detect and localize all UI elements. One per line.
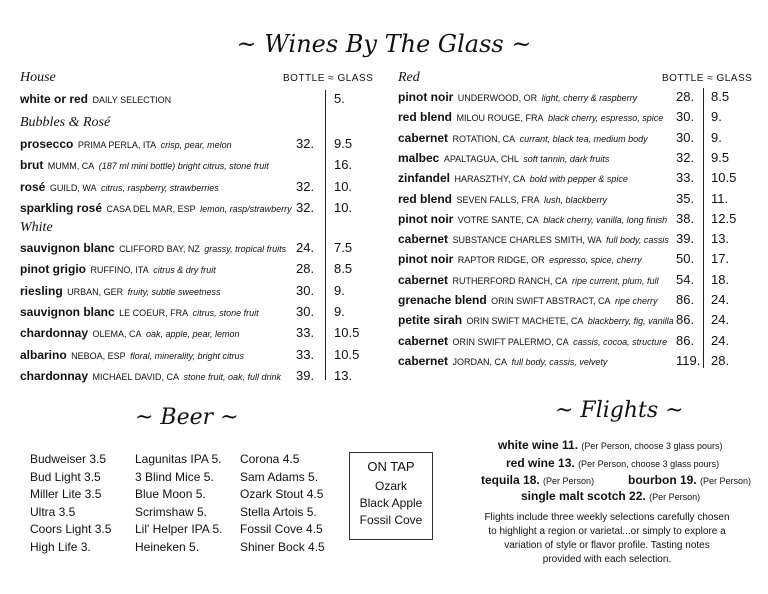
bottle-price: 30. xyxy=(296,282,315,298)
bottle-price: 30. xyxy=(676,109,695,125)
wine-description: ripe current, plum, full xyxy=(571,275,659,286)
bottle-header: BOTTLE ≈ GLASS xyxy=(283,73,374,84)
wine-name: chardonnay xyxy=(20,326,89,341)
wine-name: sparkling rosé xyxy=(20,200,103,215)
bottle-price: 32. xyxy=(296,178,315,194)
wine-producer: ORIN SWIFT MACHETE, CA xyxy=(466,316,584,327)
beer-item: High Life 3. xyxy=(30,539,91,554)
wine-name: zinfandel xyxy=(398,171,451,186)
wine-row xyxy=(398,129,751,147)
beer-item: Shiner Bock 4.5 xyxy=(240,539,325,554)
wine-producer: SEVEN FALLS, FRA xyxy=(456,194,540,205)
wine-row xyxy=(398,108,751,126)
wine-name: cabernet xyxy=(398,272,449,287)
wine-name: sauvignon blanc xyxy=(20,304,115,319)
bottle-price: 28. xyxy=(676,89,695,104)
on-tap-item: Black Apple xyxy=(359,496,423,510)
bottle-price: 28. xyxy=(296,261,315,277)
flight-item: white wine 11. (Per Person, choose 3 glass pours) xyxy=(498,438,723,452)
beer-item: Sam Adams 5. xyxy=(240,469,319,484)
wine-name: brut xyxy=(20,158,44,173)
wine-name: cabernet xyxy=(398,130,449,145)
bottle-price: 33. xyxy=(296,346,315,362)
wine-row xyxy=(20,346,374,364)
wine-producer: MICHAEL DAVID, CA xyxy=(92,371,179,382)
wine-description: black cherry, espresso, spice xyxy=(547,113,664,124)
beer-item: Bud Light 3.5 xyxy=(30,469,101,484)
wine-name: riesling xyxy=(20,283,63,298)
glass-price: 9. xyxy=(334,282,345,298)
beer-item: Heineken 5. xyxy=(135,539,200,554)
wine-name: prosecco xyxy=(20,137,74,151)
wine-description: cassis, cocoa, structure xyxy=(573,336,668,347)
flights-title: ~ Flights ~ xyxy=(555,398,684,423)
wine-producer: APALTAGUA, CHL xyxy=(443,153,519,164)
wine-name: cabernet xyxy=(398,353,449,368)
wine-description: floral, minerality, bright citrus xyxy=(130,350,244,361)
beer-item: 3 Blind Mice 5. xyxy=(135,469,214,484)
flight-item: tequila 18. (Per Person) xyxy=(481,473,595,487)
bottle-price: 39. xyxy=(296,367,315,383)
glass-price: 9. xyxy=(711,109,722,125)
wine-producer: ROTATION, CA xyxy=(452,133,516,144)
wine-description: currant, black tea, medium body xyxy=(519,133,648,144)
glass-price: 7.5 xyxy=(334,240,353,255)
wine-description: ripe cherry xyxy=(614,296,658,306)
wine-description: citrus, stone fruit xyxy=(192,307,259,318)
wine-description: (187 ml mini bottle) bright citrus, stone fruit xyxy=(98,161,269,172)
bottle-price: 30. xyxy=(296,303,315,319)
wine-producer: DAILY SELECTION xyxy=(92,95,172,105)
glass-price: 8.5 xyxy=(334,261,353,277)
glass-price: 9.5 xyxy=(711,149,730,165)
beer-item: Lagunitas IPA 5. xyxy=(135,452,222,466)
wine-producer: RUTHERFORD RANCH, CA xyxy=(452,275,568,286)
wine-producer: CASA DEL MAR, ESP xyxy=(106,203,196,214)
beer-item: Miller Lite 3.5 xyxy=(30,487,102,501)
wine-row xyxy=(20,199,374,217)
wine-producer: JORDAN, CA xyxy=(452,356,507,367)
glass-price: 11. xyxy=(711,190,729,206)
glass-price: 24. xyxy=(711,332,730,348)
wine-name: rosé xyxy=(20,179,46,194)
wine-producer: OLEMA, CA xyxy=(92,329,142,340)
wine-row xyxy=(20,90,374,108)
glass-price: 17. xyxy=(711,251,730,267)
wine-row xyxy=(20,178,374,196)
wine-description: grassy, tropical fruits xyxy=(204,244,287,254)
beer-item: Stella Artois 5. xyxy=(240,504,317,519)
wine-description: soft tannin, dark fruits xyxy=(523,153,610,164)
beer-item: Scrimshaw 5. xyxy=(135,504,208,519)
wine-row xyxy=(20,260,374,278)
wine-name: albarino xyxy=(20,347,67,362)
wine-description: citrus, raspberry, strawberries xyxy=(100,182,219,193)
wine-description: crisp, pear, melon xyxy=(160,140,232,150)
wine-producer: LE COEUR, FRA xyxy=(119,307,189,318)
wine-description: lush, blackberry xyxy=(543,194,607,205)
wine-name: pinot noir xyxy=(398,211,454,226)
beer-item: Corona 4.5 xyxy=(240,452,300,466)
glass-price: 28. xyxy=(711,352,730,368)
section-bubbles: Bubbles & Rosé xyxy=(20,115,111,130)
wine-name: red blend xyxy=(398,110,453,125)
wine-description: espresso, spice, cherry xyxy=(549,255,642,266)
bottle-price: 50. xyxy=(676,251,695,267)
wine-row xyxy=(20,324,374,342)
wine-row xyxy=(20,282,374,300)
wine-producer: GUILD, WA xyxy=(49,182,97,193)
wine-name: red blend xyxy=(398,191,453,206)
wine-row xyxy=(398,169,751,187)
wine-row xyxy=(20,135,374,153)
bottle-price: 33. xyxy=(296,325,315,341)
glass-price: 24. xyxy=(711,292,730,307)
menu-title: ~ Wines By The Glass ~ xyxy=(236,30,532,58)
bottle-price: 24. xyxy=(296,240,315,255)
wine-producer: CLIFFORD BAY, NZ xyxy=(119,244,200,254)
wine-name: pinot noir xyxy=(398,90,454,104)
glass-price: 13. xyxy=(711,231,730,247)
wine-description: full body, cassis xyxy=(605,235,669,246)
wine-row xyxy=(398,271,751,289)
wine-name: sauvignon blanc xyxy=(20,241,115,255)
glass-price: 5. xyxy=(334,91,345,106)
wine-producer: MUMM, CA xyxy=(47,161,95,172)
wine-row xyxy=(398,88,751,106)
flight-item: red wine 13. (Per Person, choose 3 glass pours) xyxy=(506,456,720,470)
beer-item: Coors Light 3.5 xyxy=(30,522,112,536)
wine-name: pinot grigio xyxy=(20,262,86,277)
wine-row xyxy=(398,250,751,268)
bottle-price: 86. xyxy=(676,332,695,348)
wine-description: stone fruit, oak, full drink xyxy=(183,371,281,382)
on-tap-box xyxy=(349,452,433,540)
glass-price: 10.5 xyxy=(334,325,360,341)
flight-item: bourbon 19. (Per Person) xyxy=(628,473,752,487)
glass-price: 13. xyxy=(334,367,353,383)
beer-item: Blue Moon 5. xyxy=(135,487,206,501)
wine-row xyxy=(398,190,751,208)
beer-item: Fossil Cove 4.5 xyxy=(240,522,323,536)
bottle-price: 38. xyxy=(676,210,695,226)
glass-price: 10.5 xyxy=(711,170,737,186)
bottle-price: 30. xyxy=(676,129,695,145)
wine-name: malbec xyxy=(398,150,440,165)
wine-name: grenache blend xyxy=(398,293,487,307)
wine-row xyxy=(398,291,751,309)
bottle-price: 39. xyxy=(676,231,695,247)
flights-description: Flights include three weekly selections carefully chosen to highlight a region or varietal...or simply to explore a variation of style or flavor profile. Tasting notes provided with each selection. xyxy=(484,512,730,565)
wine-row xyxy=(398,230,751,248)
wine-description: light, cherry & raspberry xyxy=(541,93,638,103)
section-white: White xyxy=(20,220,53,235)
glass-price: 10. xyxy=(334,178,353,194)
wine-producer: SUBSTANCE CHARLES SMITH, WA xyxy=(452,235,602,246)
flight-item: single malt scotch 22. (Per Person) xyxy=(521,489,701,503)
on-tap-item: Ozark xyxy=(374,479,407,493)
wine-producer: ORIN SWIFT PALERMO, CA xyxy=(452,336,569,347)
wine-name: cabernet xyxy=(398,333,449,348)
wine-description: lemon, rasp/strawberry xyxy=(200,203,292,214)
on-tap-title: ON TAP xyxy=(367,459,415,474)
beer-item: Ultra 3.5 xyxy=(30,504,76,519)
wine-row xyxy=(20,367,374,385)
wine-description: full body, cassis, velvety xyxy=(511,356,608,367)
beer-title: ~ Beer ~ xyxy=(135,405,239,430)
glass-price: 9. xyxy=(334,303,345,319)
bottle-price: 35. xyxy=(676,190,695,206)
wine-producer: VOTRE SANTE, CA xyxy=(457,214,539,225)
wine-description: black cherry, vanilla, long finish xyxy=(543,214,668,225)
bottle-price: 32. xyxy=(296,136,315,151)
wine-producer: URBAN, GER xyxy=(67,286,124,297)
wine-name: pinot noir xyxy=(398,252,454,267)
glass-price: 10. xyxy=(334,199,353,215)
wine-producer: UNDERWOOD, OR xyxy=(457,93,538,103)
section-house: House xyxy=(20,70,56,85)
wine-description: bold with pepper & spice xyxy=(529,174,628,185)
wine-row xyxy=(20,239,374,257)
wine-name: cabernet xyxy=(398,232,449,247)
wine-producer: RUFFINO, ITA xyxy=(90,265,149,276)
bottle-header-red: BOTTLE ≈ GLASS xyxy=(662,73,753,84)
wine-row xyxy=(398,311,751,329)
bottle-price: 54. xyxy=(676,271,695,287)
on-tap-item: Fossil Cove xyxy=(359,513,423,527)
glass-price: 16. xyxy=(334,157,353,173)
glass-price: 24. xyxy=(711,312,730,328)
wine-description: oak, apple, pear, lemon xyxy=(145,329,240,340)
glass-price: 18. xyxy=(711,271,730,287)
bottle-price: 86. xyxy=(676,312,695,328)
glass-price: 12.5 xyxy=(711,210,737,226)
wine-producer: MILOU ROUGE, FRA xyxy=(456,113,544,124)
wine-description: fruity, subtle sweetness xyxy=(127,286,221,297)
wine-row xyxy=(398,352,751,370)
wine-producer: NEBOA, ESP xyxy=(71,350,126,361)
beer-item: Lil' Helper IPA 5. xyxy=(135,522,223,536)
wine-name: white or red xyxy=(20,92,89,106)
glass-price: 9. xyxy=(711,129,722,145)
glass-price: 9.5 xyxy=(334,136,353,151)
glass-price: 8.5 xyxy=(711,89,730,104)
wine-row xyxy=(398,210,751,228)
wine-producer: HARASZTHY, CA xyxy=(454,174,526,185)
beer-item: Ozark Stout 4.5 xyxy=(240,487,324,501)
beer-item: Budweiser 3.5 xyxy=(30,452,107,466)
wine-producer: ORIN SWIFT ABSTRACT, CA xyxy=(491,296,611,306)
bottle-price: 119. xyxy=(676,352,701,368)
bottle-price: 86. xyxy=(676,292,695,307)
wine-description: citrus & dry fruit xyxy=(153,265,216,276)
glass-price: 10.5 xyxy=(334,346,360,362)
wine-name: petite sirah xyxy=(398,313,463,328)
wine-row xyxy=(20,303,374,321)
bottle-price: 32. xyxy=(296,199,315,215)
wine-row xyxy=(398,149,751,167)
wine-producer: PRIMA PERLA, ITA xyxy=(77,140,157,150)
bottle-price: 32. xyxy=(676,149,695,165)
wine-description: blackberry, fig, vanilla xyxy=(587,316,674,327)
wine-name: chardonnay xyxy=(20,368,89,383)
wine-producer: RAPTOR RIDGE, OR xyxy=(457,255,545,266)
wine-row xyxy=(398,332,751,350)
section-red: Red xyxy=(398,70,420,85)
wine-row xyxy=(20,156,374,174)
bottle-price: 33. xyxy=(676,170,695,186)
